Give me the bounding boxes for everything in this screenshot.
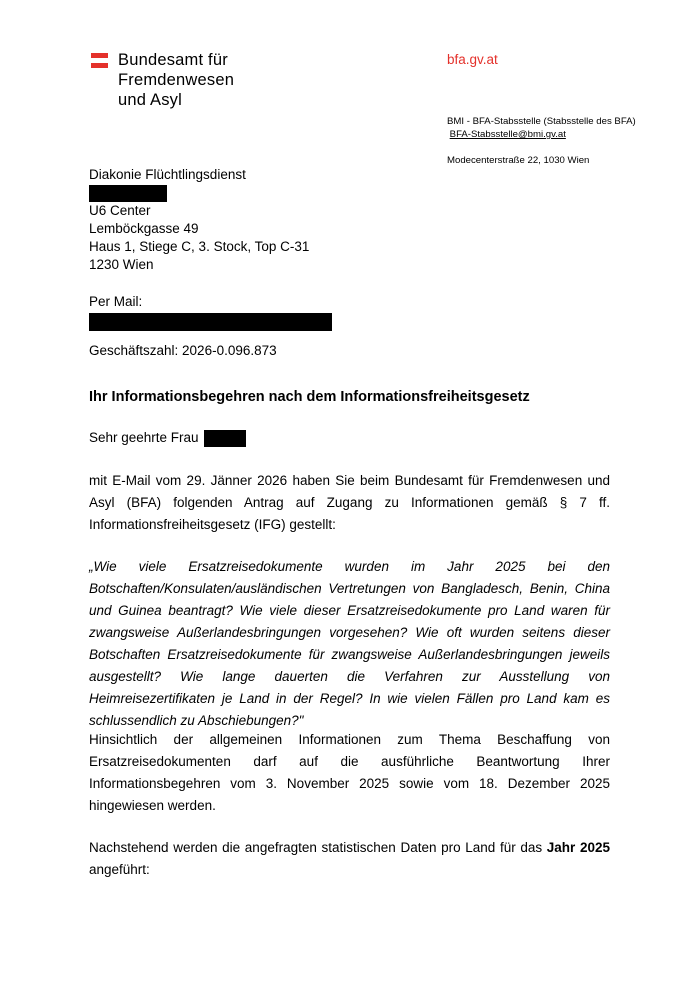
sender-email-link[interactable]: BFA-Stabsstelle@bmi.gv.at	[449, 129, 566, 140]
reference-number: Geschäftszahl: 2026-0.096.873	[89, 343, 277, 358]
redacted-surname	[204, 430, 246, 447]
logo-mark-bottom	[91, 63, 108, 68]
org-name-line: Fremdenwesen	[118, 71, 235, 89]
org-name-line: Bundesamt für	[118, 51, 228, 69]
website-link[interactable]: bfa.gv.at	[447, 52, 498, 67]
recipient-line: Lemböckgasse 49	[89, 221, 199, 236]
body-paragraph-statistics	[89, 837, 610, 881]
sender-unit: BMI - BFA-Stabsstelle (Stabsstelle des BFA)	[447, 116, 636, 127]
subject-heading: Ihr Informationsbegehren nach dem Informationsfreiheitsgesetz	[89, 389, 530, 405]
recipient-line: U6 Center	[89, 203, 151, 218]
body-paragraph-intro: mit E-Mail vom 29. Jänner 2026 haben Sie beim Bundesamt für Fremdenwesen und Asyl (BFA) folgenden Antrag auf Zugang zu Informationen gemäß § 7 ff. Informationsfreiheitsgesetz (IFG) gestellt:	[89, 473, 610, 532]
per-mail-label: Per Mail:	[89, 294, 143, 309]
request-quote: „Wie viele Ersatzreisedokumente wurden im Jahr 2025 bei den Botschaften/Konsulaten/ausländischen Vertretungen von Bangladesch, Benin, China und Guinea beantragt? Wie viele dieser Ersatzreisedokumente pro Land waren für zwangsweise Außerlandesbringungen vorgesehen? Wie oft wurden seitens dieser Botschaften Ersatzreisedokumente für zwangsweise Außerlandesbringungen jeweils ausgestellt? Wie lange dauerten die Verfahren zur Ausstellung von Heimreisezertifikaten je Land in der Regel? In wie vielen Fällen pro Land kam es schlussendlich zu Abschiebungen?"	[89, 559, 610, 728]
salutation-text: Sehr geehrte Frau	[89, 430, 199, 446]
sender-street: Modecenterstraße 22, 1030 Wien	[447, 155, 590, 166]
p3-year: Jahr 2025	[546, 840, 610, 855]
logo-mark-top	[91, 53, 108, 58]
org-name-line: und Asyl	[118, 91, 182, 109]
salutation	[89, 430, 246, 447]
per-mail	[89, 293, 332, 331]
recipient-line: 1230 Wien	[89, 257, 154, 272]
p3-text-end: angeführt:	[89, 862, 150, 877]
body-paragraph-reference: Hinsichtlich der allgemeinen Informationen zum Thema Beschaffung von Ersatzreisedokumenten darf auf die ausführliche Beantwortung Ihrer Informationsbegehren vom 3. November 2025 sowie vom 18. Dezember 2025 hingewiesen werden.	[89, 732, 610, 813]
recipient-redacted-name	[89, 184, 309, 202]
org-name	[118, 50, 234, 110]
recipient-line: Haus 1, Stiege C, 3. Stock, Top C-31	[89, 239, 310, 254]
recipient-line: Diakonie Flüchtlingsdienst	[89, 167, 246, 182]
recipient-address	[89, 166, 309, 274]
p3-text: Nachstehend werden die angefragten statistischen Daten pro Land für das	[89, 840, 547, 855]
sender-block	[447, 115, 636, 141]
redacted-email	[89, 313, 332, 331]
